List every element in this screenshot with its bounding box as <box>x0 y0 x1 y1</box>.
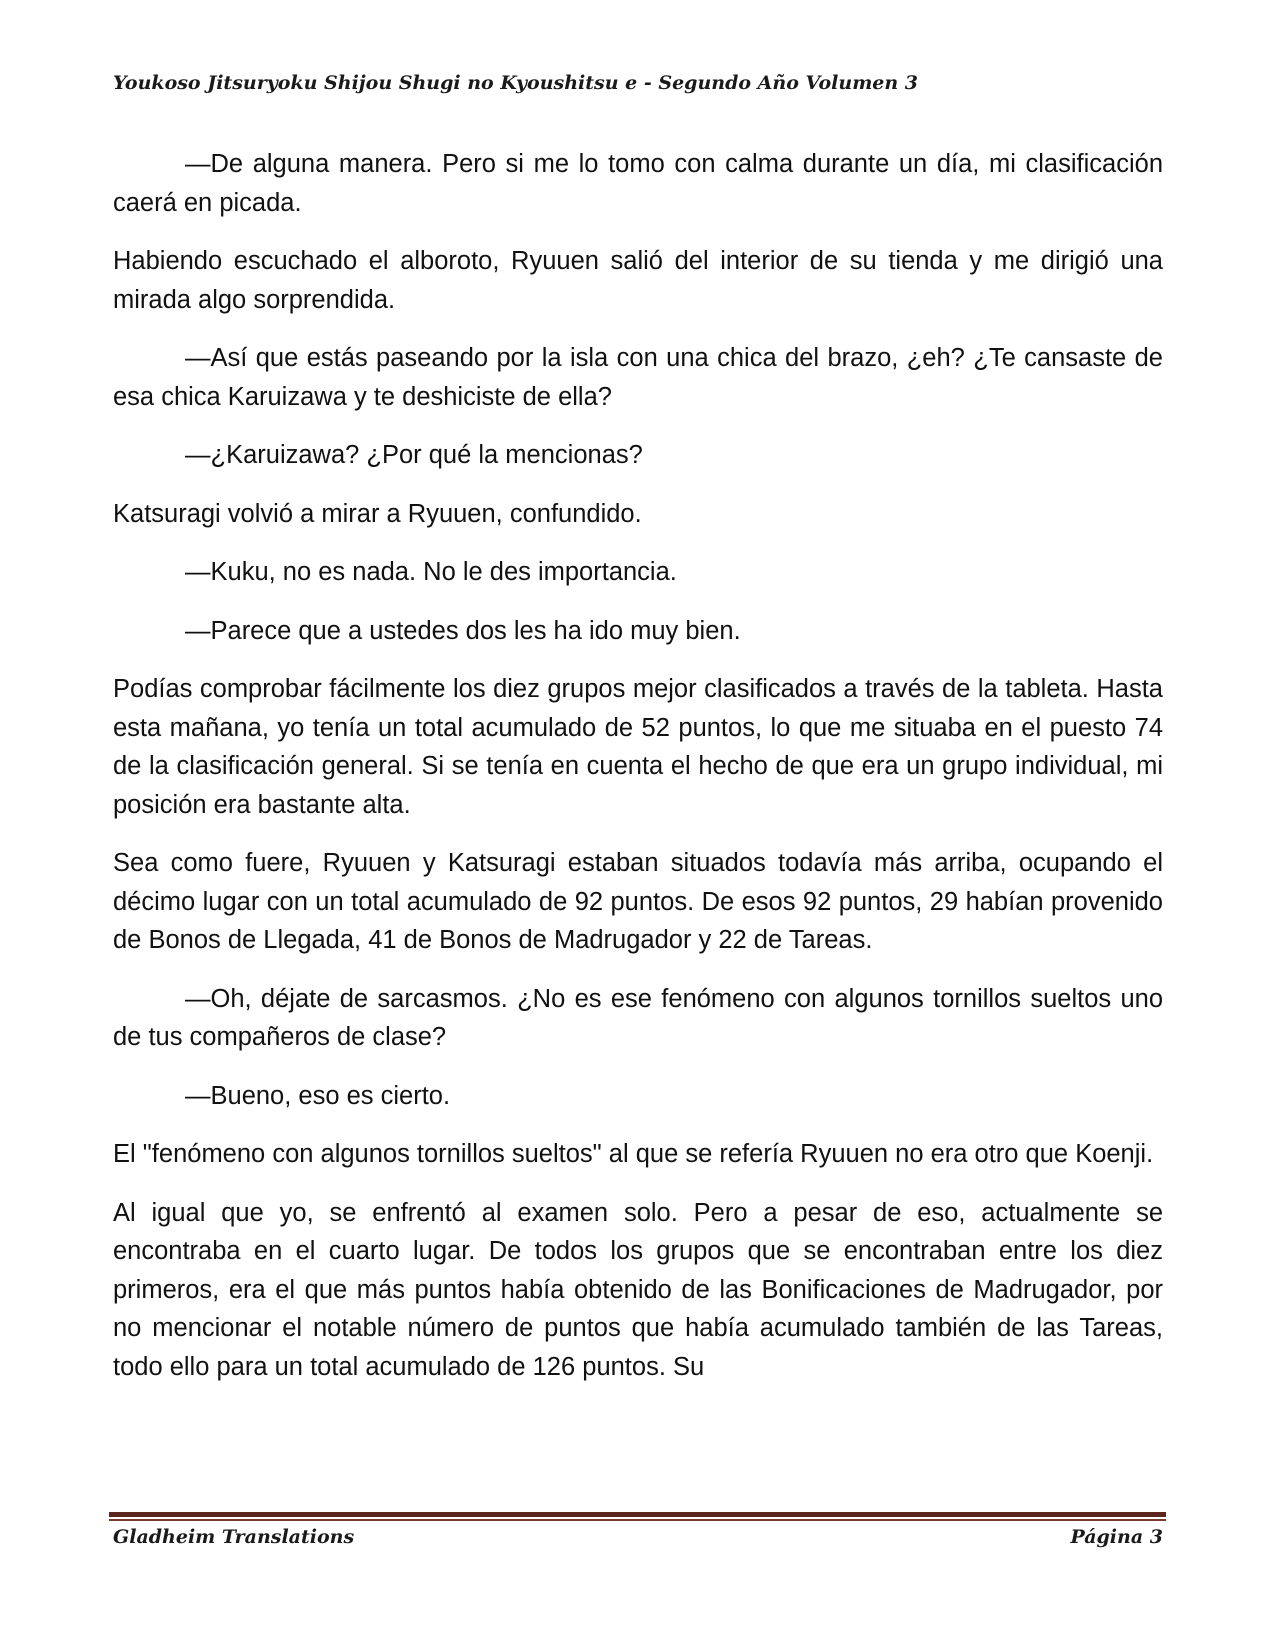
footer-credit: Gladheim Translations <box>113 1526 355 1548</box>
paragraph: —De alguna manera. Pero si me lo tomo con calma durante un día, mi clasificación caerá en picada. <box>113 150 1163 217</box>
paragraph: —¿Karuizawa? ¿Por qué la mencionas? <box>185 441 643 469</box>
paragraph: El "fenómeno con algunos tornillos sueltos" al que se refería Ryuuen no era otro que Koenji. <box>113 1140 1154 1168</box>
paragraph: Sea como fuere, Ryuuen y Katsuragi estaban situados todavía más arriba, ocupando el décimo lugar con un total acumulado de 92 puntos. De esos 92 puntos, 29 habían provenido de Bonos de Llegada, 41 de Bonos de Madrugador y 22 de Tareas. <box>113 849 1163 954</box>
paragraph: —Bueno, eso es cierto. <box>185 1081 451 1110</box>
paragraph: Al igual que yo, se enfrentó al examen solo. Pero a pesar de eso, actualmente se encontraba en el cuarto lugar. De todos los grupos que se encontraban entre los diez primeros, era el que más puntos había obtenido de las Bonificaciones de Madrugador, por no mencionar el notable número de puntos que había acumulado también de las Tareas, todo ello para un total acumulado de 126 puntos. Su <box>113 1198 1163 1381</box>
paragraph: Katsuragi volvió a mirar a Ryuuen, confundido. <box>113 499 642 528</box>
paragraph: —Oh, déjate de sarcasmos. ¿No es ese fenómeno con algunos tornillos sueltos uno de tus compañeros de clase? <box>113 984 1163 1051</box>
paragraph: —Kuku, no es nada. No le des importancia. <box>185 558 677 586</box>
footer-divider <box>109 1512 1166 1521</box>
paragraph: —Parece que a ustedes dos les ha ido muy bien. <box>185 616 741 645</box>
paragraph: Habiendo escuchado el alboroto, Ryuuen salió del interior de su tienda y me dirigió una mirada algo sorprendida. <box>113 247 1163 314</box>
page-header: Youkoso Jitsuryoku Shijou Shugi no Kyoushitsu e - Segundo Año Volumen 3 <box>113 72 919 94</box>
page-number: Página 3 <box>1070 1526 1163 1548</box>
paragraph: —Así que estás paseando por la isla con una chica del brazo, ¿eh? ¿Te cansaste de esa chica Karuizawa y te deshiciste de ella? <box>113 344 1163 411</box>
document-body <box>113 145 1163 1406</box>
paragraph: Podías comprobar fácilmente los diez grupos mejor clasificados a través de la tableta. Hasta esta mañana, yo tenía un total acumulado de 52 puntos, lo que me situaba en el puesto 74 de la clasificación general. Si se tenía en cuenta el hecho de que era un grupo individual, mi posición era bastante alta. <box>113 675 1163 819</box>
